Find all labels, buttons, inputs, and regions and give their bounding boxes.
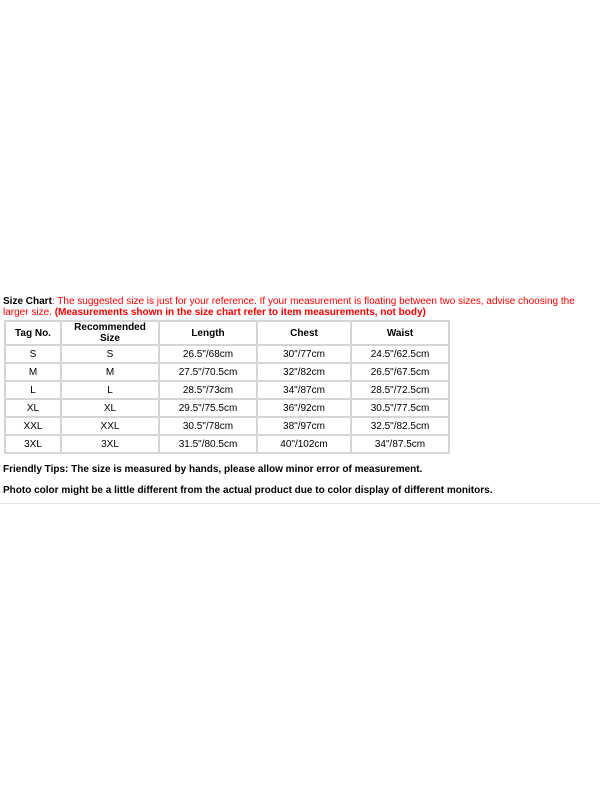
cell-waist: 24.5"/62.5cm — [351, 345, 449, 363]
cell-chest: 34"/87cm — [257, 381, 351, 399]
cell-waist: 26.5"/67.5cm — [351, 363, 449, 381]
cell-chest: 40"/102cm — [257, 435, 351, 453]
size-chart-advice-text: The suggested size is just for your reference. If your measurement is floating between two sizes, advise choosing the larger size. — [3, 296, 575, 318]
header-tag-no: Tag No. — [5, 321, 61, 345]
cell-chest: 32"/82cm — [257, 363, 351, 381]
size-chart-label-colon: : — [51, 296, 55, 307]
cell-tag: L — [5, 381, 61, 399]
cell-waist: 30.5"/77.5cm — [351, 399, 449, 417]
photo-color-note: Photo color might be a little different from the actual product due to color display of different monitors. — [3, 485, 493, 496]
size-chart-note — [3, 296, 597, 318]
cell-recommended: XL — [61, 399, 159, 417]
table-row — [5, 435, 449, 453]
cell-recommended: XXL — [61, 417, 159, 435]
cell-chest: 36"/92cm — [257, 399, 351, 417]
cell-waist: 28.5"/72.5cm — [351, 381, 449, 399]
header-chest: Chest — [257, 321, 351, 345]
cell-tag: XXL — [5, 417, 61, 435]
friendly-tips: Friendly Tips: The size is measured by hands, please allow minor error of measurement. — [3, 464, 423, 475]
cell-tag: S — [5, 345, 61, 363]
cell-recommended: M — [61, 363, 159, 381]
measurement-disclaimer: (Measurements shown in the size chart refer to item measurements, not body) — [54, 307, 426, 318]
table-header-row — [5, 321, 449, 345]
cell-chest: 38"/97cm — [257, 417, 351, 435]
cell-length: 31.5"/80.5cm — [159, 435, 257, 453]
cell-waist: 32.5"/82.5cm — [351, 417, 449, 435]
cell-length: 27.5"/70.5cm — [159, 363, 257, 381]
divider-line — [0, 503, 600, 504]
table-row — [5, 381, 449, 399]
cell-length: 28.5"/73cm — [159, 381, 257, 399]
cell-recommended: 3XL — [61, 435, 159, 453]
table-row — [5, 363, 449, 381]
cell-tag: XL — [5, 399, 61, 417]
cell-chest: 30"/77cm — [257, 345, 351, 363]
cell-tag: M — [5, 363, 61, 381]
cell-recommended: L — [61, 381, 159, 399]
header-waist: Waist — [351, 321, 449, 345]
header-recommended-size: Recommended Size — [61, 321, 159, 345]
table-row — [5, 417, 449, 435]
size-table — [4, 320, 450, 454]
size-chart-label: Size Chart — [3, 296, 52, 307]
cell-length: 30.5"/78cm — [159, 417, 257, 435]
size-chart-section — [0, 296, 600, 497]
cell-recommended: S — [61, 345, 159, 363]
size-table-body — [5, 345, 449, 453]
header-length: Length — [159, 321, 257, 345]
cell-tag: 3XL — [5, 435, 61, 453]
cell-length: 29.5"/75.5cm — [159, 399, 257, 417]
table-row — [5, 399, 449, 417]
cell-length: 26.5"/68cm — [159, 345, 257, 363]
cell-waist: 34"/87.5cm — [351, 435, 449, 453]
table-row — [5, 345, 449, 363]
